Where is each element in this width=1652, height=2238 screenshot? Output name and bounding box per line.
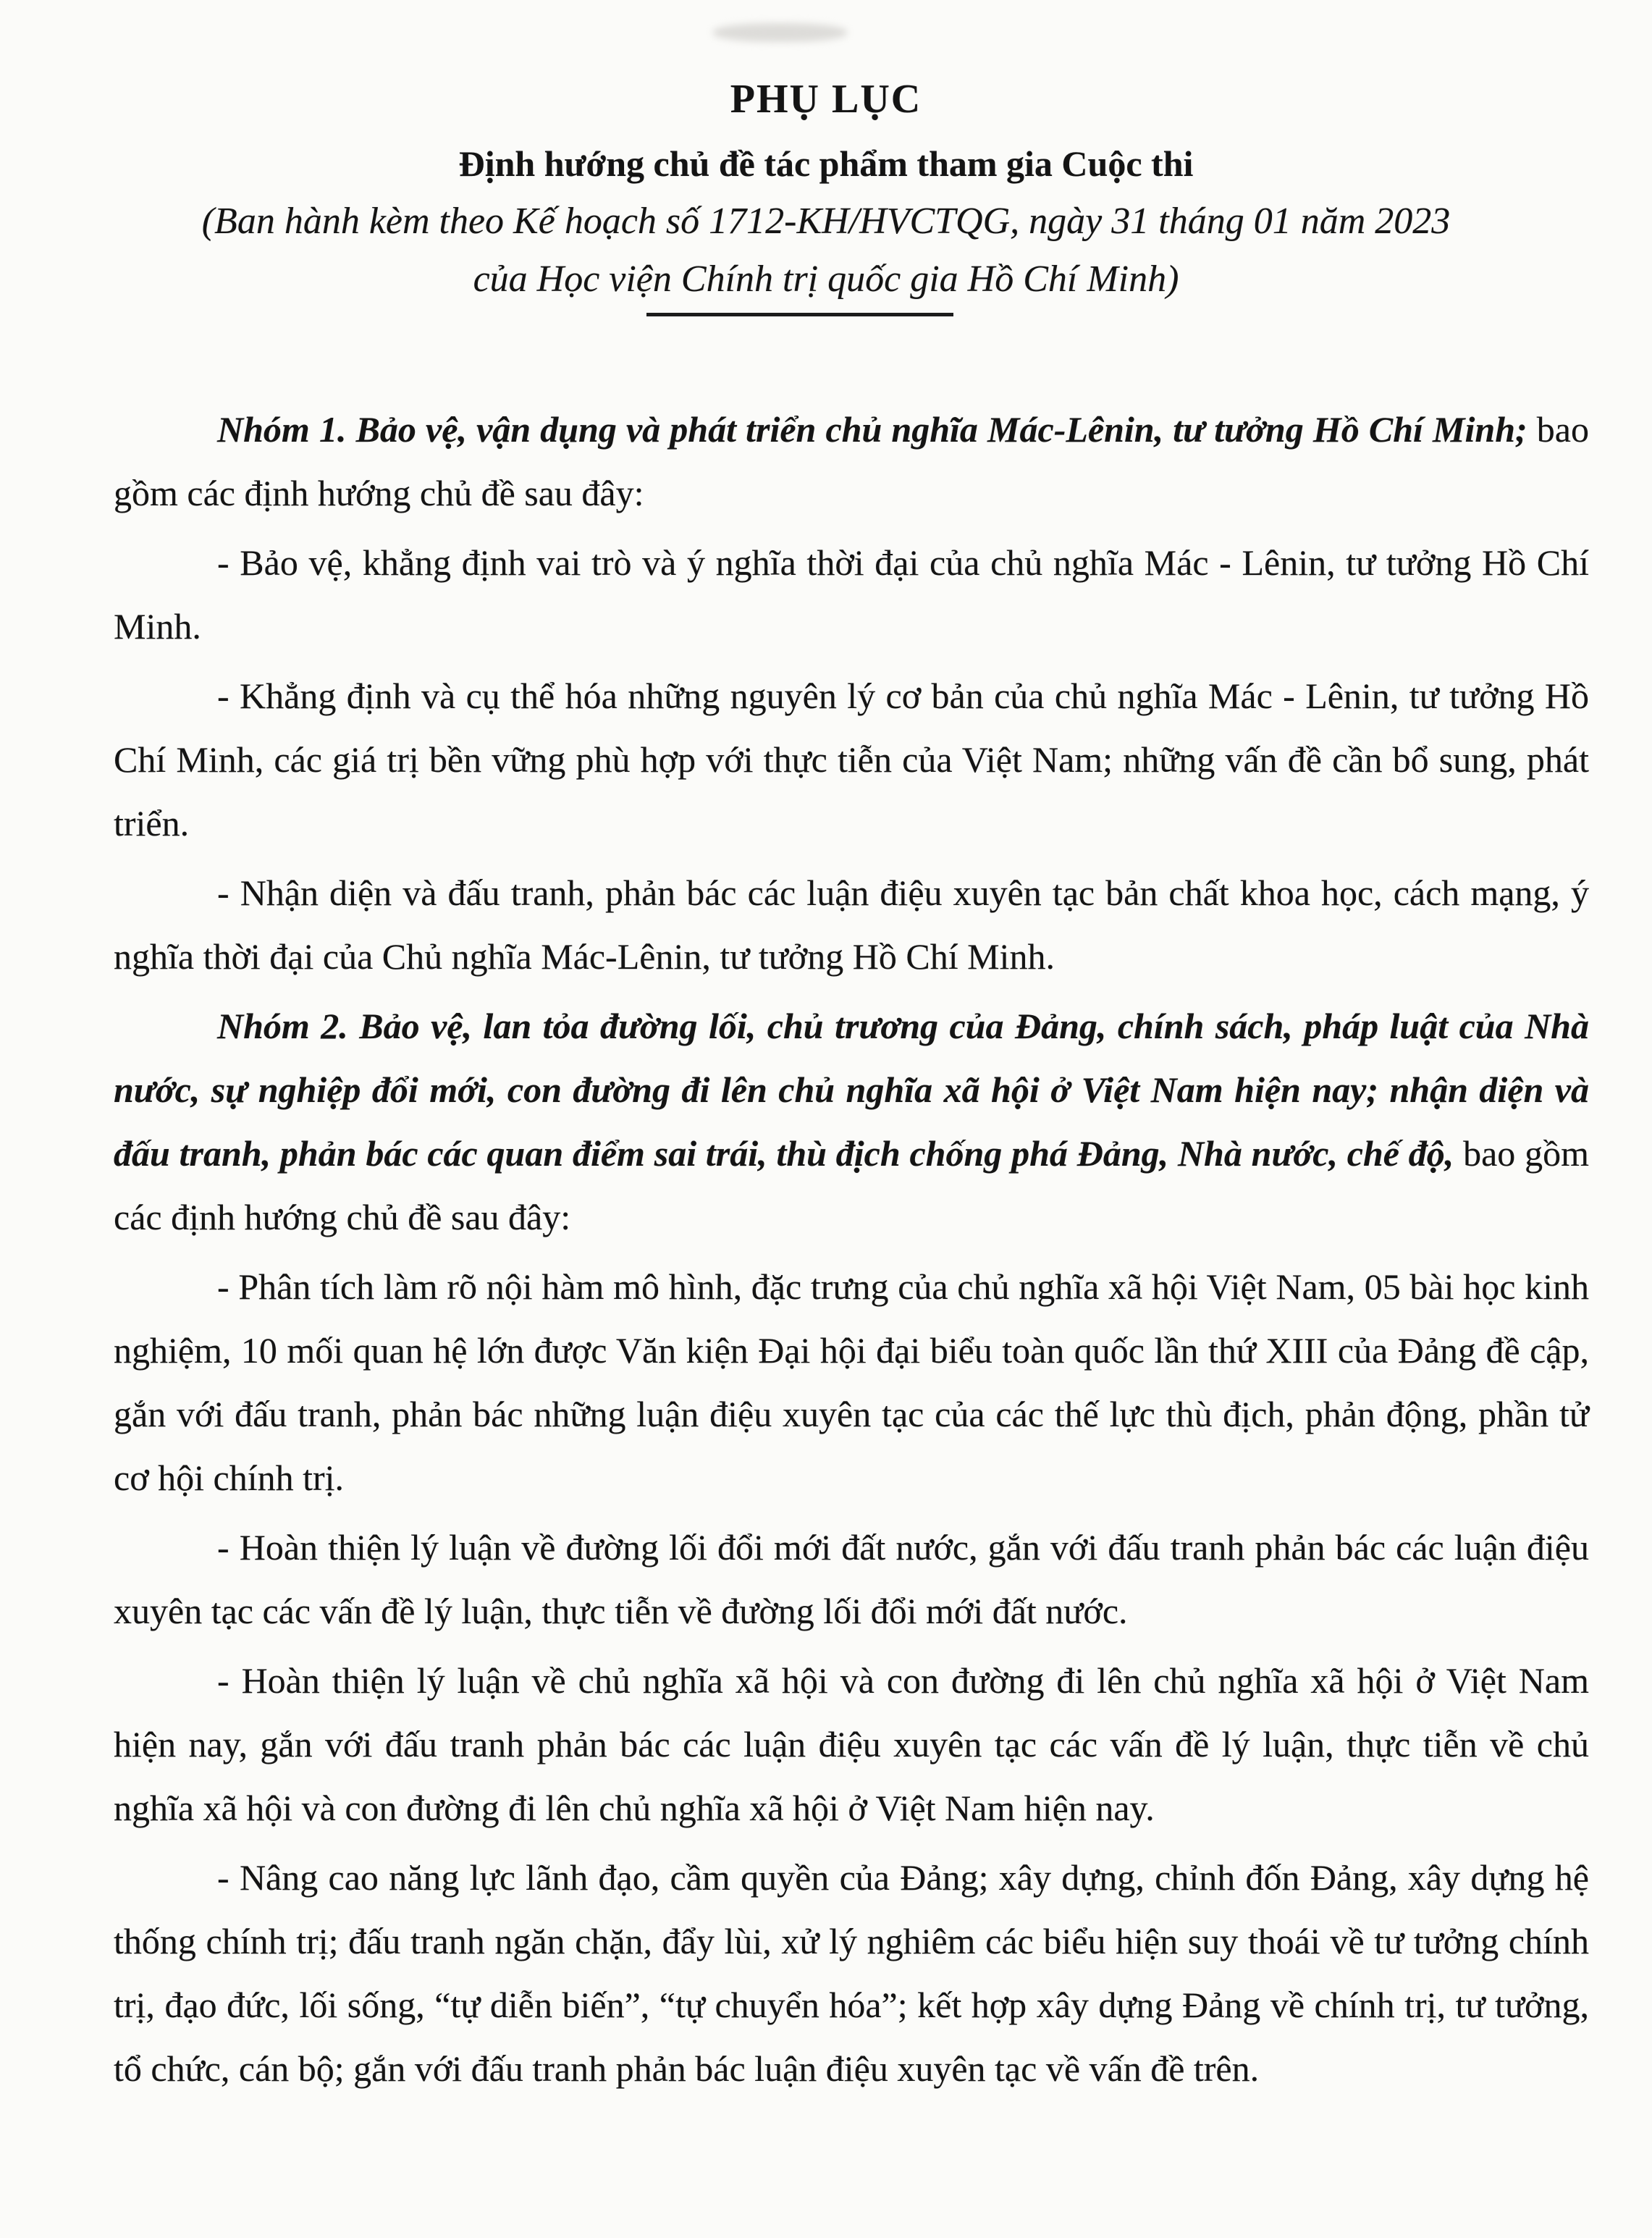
group-2-heading-rest: bao gồm các định hướng chủ đề sau đây: [114, 1133, 1589, 1237]
group-2-heading-bold: Nhóm 2. Bảo vệ, lan tỏa đường lối, chủ trương của Đảng, chính sách, pháp luật của Nhà nước, sự nghiệp đổi mới, con đường đi lên chủ nghĩa xã hội ở Việt Nam hiện nay; nhận diện và đấu tranh, phản bác các quan điểm sai trái, thù địch chống phá Đảng, Nhà nước, chế độ, [114, 1006, 1589, 1174]
group-1-item-2: - Khẳng định và cụ thể hóa những nguyên lý cơ bản của chủ nghĩa Mác - Lênin, tư tưởng Hồ Chí Minh, các giá trị bền vững phù hợp với thực tiễn của Việt Nam; những vấn đề cần bổ sung, phát triển. [114, 676, 1589, 844]
issuance-line-2: của Học viện Chính trị quốc gia Hồ Chí Minh) [473, 258, 1179, 300]
document-header [0, 0, 1652, 316]
issuance-line-1: (Ban hành kèm theo Kế hoạch số 1712-KH/HVCTQG, ngày 31 tháng 01 năm 2023 [201, 201, 1451, 242]
group-2-item-2: - Hoàn thiện lý luận về đường lối đổi mới đất nước, gắn với đấu tranh phản bác các luận điệu xuyên tạc các vấn đề lý luận, thực tiễn về đường lối đổi mới đất nước. [114, 1527, 1589, 1631]
group-2-item-3: - Hoàn thiện lý luận về chủ nghĩa xã hội và con đường đi lên chủ nghĩa xã hội ở Việt Nam hiện nay, gắn với đấu tranh phản bác các luận điệu xuyên tạc các vấn đề lý luận, thực tiễn về chủ nghĩa xã hội và con đường đi lên chủ nghĩa xã hội ở Việt Nam hiện nay. [114, 1660, 1589, 1828]
document-subtitle: Định hướng chủ đề tác phẩm tham gia Cuộc thi [458, 143, 1194, 184]
document-body [114, 397, 1589, 2100]
group-1-item-3: - Nhận diện và đấu tranh, phản bác các luận điệu xuyên tạc bản chất khoa học, cách mạng, ý nghĩa thời đại của Chủ nghĩa Mác-Lênin, tư tưởng Hồ Chí Minh. [114, 872, 1589, 977]
group-2-item-1: - Phân tích làm rõ nội hàm mô hình, đặc trưng của chủ nghĩa xã hội Việt Nam, 05 bài học kinh nghiệm, 10 mối quan hệ lớn được Văn kiện Đại hội đại biểu toàn quốc lần thứ XIII của Đảng đề cập, gắn với đấu tranh, phản bác những luận điệu xuyên tạc của các thế lực thù địch, phản động, phần tử cơ hội chính trị. [114, 1266, 1589, 1498]
group-2-heading [114, 994, 1589, 1249]
scan-artifact [713, 23, 847, 42]
group-1-heading [114, 397, 1589, 525]
group-1-heading-rest: bao gồm các định hướng chủ đề sau đây: [114, 409, 1589, 513]
group-1-item-1: - Bảo vệ, khẳng định vai trò và ý nghĩa thời đại của chủ nghĩa Mác - Lênin, tư tưởng Hồ Chí Minh. [114, 542, 1589, 647]
header-divider [646, 313, 953, 316]
group-1-heading-bold: Nhóm 1. Bảo vệ, vận dụng và phát triển chủ nghĩa Mác-Lênin, tư tưởng Hồ Chí Minh; [217, 409, 1527, 450]
appendix-title: PHỤ LỤC [730, 77, 922, 122]
group-2-item-4: - Nâng cao năng lực lãnh đạo, cầm quyền của Đảng; xây dựng, chỉnh đốn Đảng, xây dựng hệ thống chính trị; đấu tranh ngăn chặn, đẩy lùi, xử lý nghiêm các biểu hiện suy thoái về tư tưởng chính trị, đạo đức, lối sống, “tự diễn biến”, “tự chuyển hóa”; kết hợp xây dựng Đảng về chính trị, tư tưởng, tổ chức, cán bộ; gắn với đấu tranh phản bác luận điệu xuyên tạc về vấn đề trên. [114, 1857, 1589, 2089]
